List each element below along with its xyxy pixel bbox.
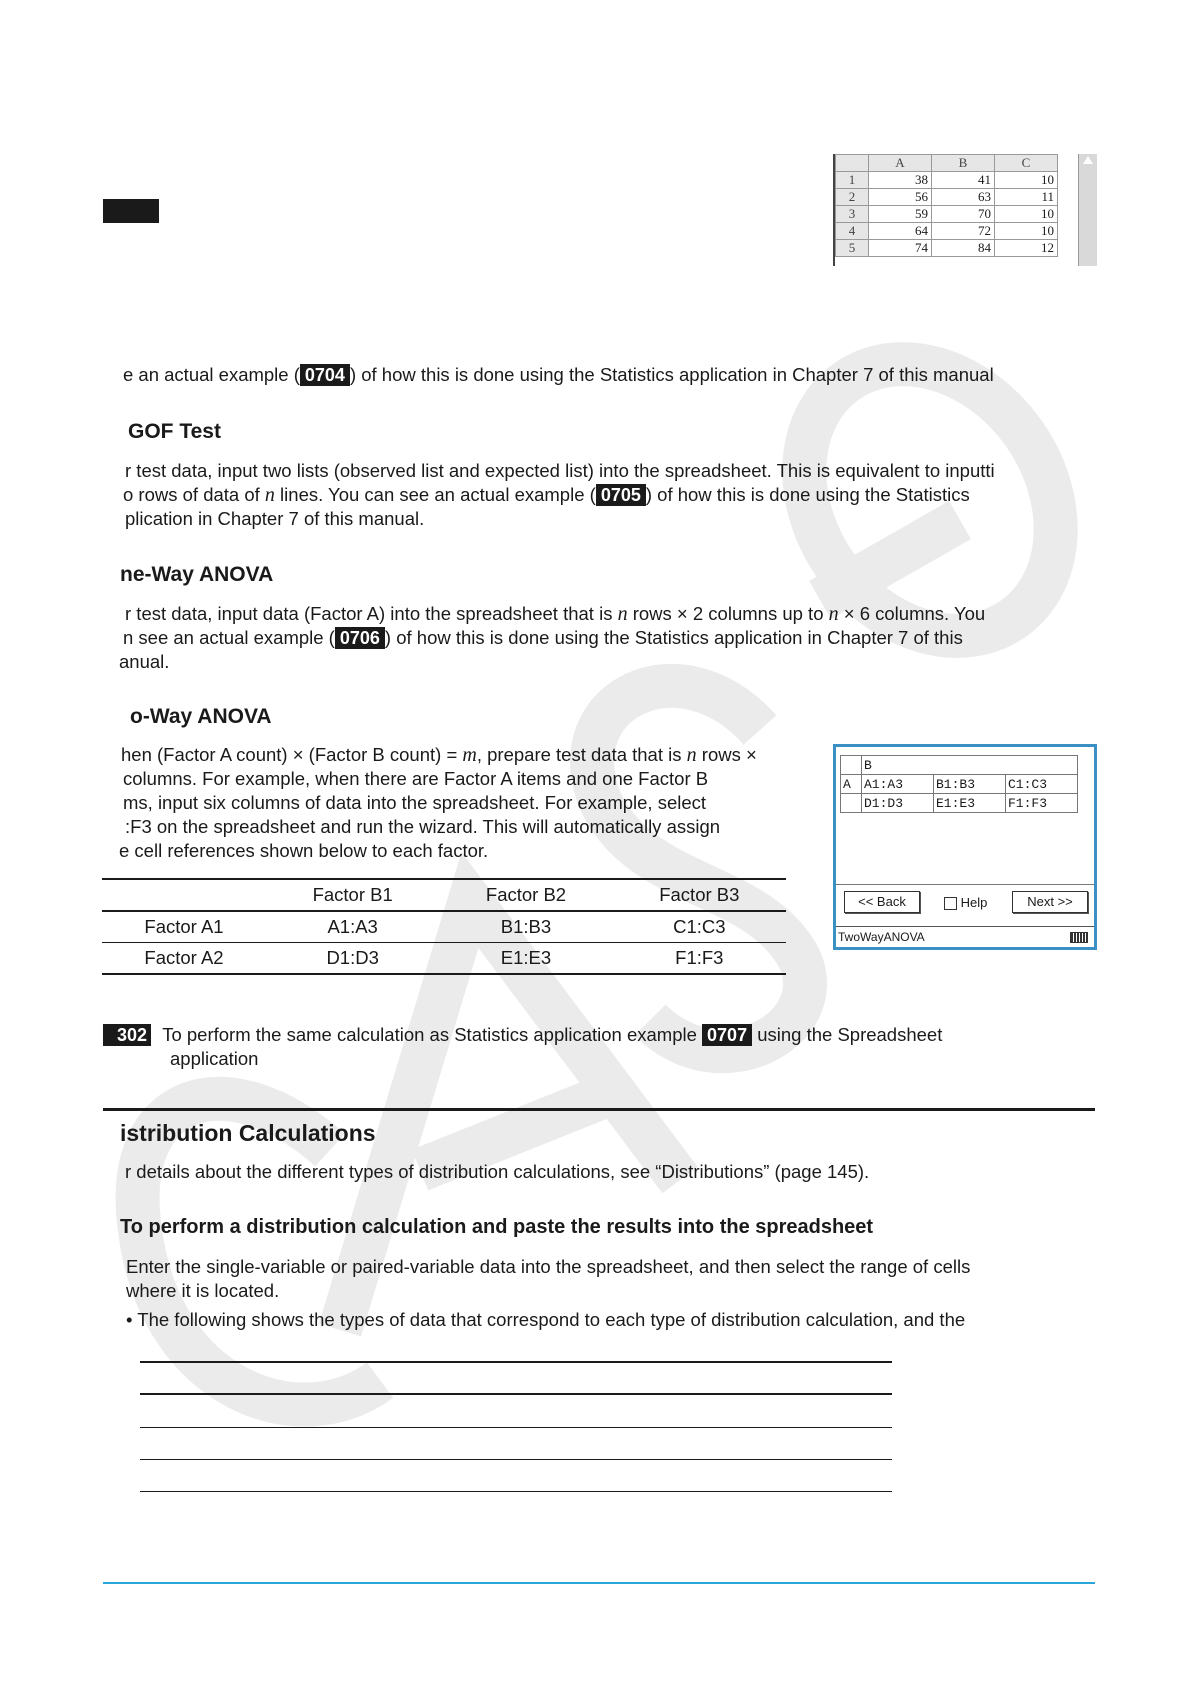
twoway-line-1: hen (Factor A count) × (Factor B count) = m, prepare test data that is n rows × — [121, 744, 757, 766]
table-header-row — [102, 879, 786, 911]
table-cell: 64 — [869, 223, 932, 240]
back-button[interactable]: << Back — [844, 891, 920, 913]
oneway-line-1: r test data, input data (Factor A) into the spreadsheet that is n rows × 2 columns up to n × 6 columns. You — [125, 603, 986, 625]
table-row: 5 74 84 12 — [836, 240, 1058, 257]
table-cell: C1:C3 — [613, 911, 786, 943]
example-0707-line: 302 To perform the same calculation as Statistics application example 0707 using the Spreadsheet — [103, 1023, 942, 1047]
example-badge-302: 302 — [103, 1024, 151, 1046]
twoway-line-4: :F3 on the spreadsheet and run the wizard. This will automatically assign — [125, 816, 721, 837]
table-cell: 74 — [869, 240, 932, 257]
table-rule — [140, 1361, 892, 1363]
wizard-cell[interactable]: A1:A3 — [862, 775, 934, 794]
example-badge-0705: 0705 — [596, 484, 646, 506]
oneway-line-2: n see an actual example ( 0706 ) of how this is done using the Statistics application in Chapter 7 of this — [123, 627, 963, 648]
table-cell: 38 — [869, 172, 932, 189]
scroll-up-icon[interactable] — [1083, 156, 1093, 164]
table-rule — [140, 1459, 892, 1460]
factor-table — [102, 878, 786, 975]
distribution-heading: istribution Calculations — [120, 1120, 376, 1146]
example-badge-0706: 0706 — [335, 627, 385, 649]
scrollbar[interactable] — [1078, 154, 1097, 266]
example-0707-line-2: application — [170, 1048, 259, 1069]
column-header: C — [995, 155, 1058, 172]
distribution-subheading: To perform a distribution calculation and paste the results into the spreadsheet — [120, 1216, 874, 1238]
wizard-cell[interactable]: D1:D3 — [862, 794, 934, 813]
table-cell: F1:F3 — [613, 943, 786, 975]
example-badge-0707: 0707 — [702, 1024, 752, 1046]
table-cell: 41 — [932, 172, 995, 189]
example-badge-0704: 0704 — [300, 364, 350, 386]
gof-line-3: plication in Chapter 7 of this manual. — [125, 508, 425, 529]
twoway-line-3: ms, input six columns of data into the spreadsheet. For example, select — [123, 792, 707, 813]
twoway-line-5: e cell references shown below to each factor. — [119, 840, 489, 861]
gof-heading: GOF Test — [128, 420, 221, 443]
example-0704-line: e an actual example ( 0704 ) of how this is done using the Statistics application in Chapter 7 of this manual — [123, 364, 994, 385]
twoway-heading: o-Way ANOVA — [130, 705, 272, 728]
column-header: B — [932, 155, 995, 172]
step1-line-1: Enter the single-variable or paired-variable data into the spreadsheet, and then select the range of cells — [126, 1256, 971, 1277]
wizard-cell[interactable]: F1:F3 — [1006, 794, 1078, 813]
oneway-heading: ne-Way ANOVA — [120, 563, 274, 586]
table-cell: 70 — [932, 206, 995, 223]
column-header: Factor B1 — [266, 879, 439, 911]
table-rule — [140, 1393, 892, 1395]
table-cell: E1:E3 — [439, 943, 612, 975]
row-header: Factor A2 — [102, 943, 266, 975]
table-cell: D1:D3 — [266, 943, 439, 975]
table-cell: 10 — [995, 172, 1058, 189]
table-row — [102, 943, 786, 975]
two-way-anova-wizard — [833, 744, 1097, 950]
table-rule — [140, 1491, 892, 1492]
checkbox-icon[interactable] — [944, 897, 957, 910]
page-tab-marker — [103, 199, 159, 223]
wizard-col-label: B — [862, 756, 1078, 775]
battery-icon — [1070, 932, 1088, 943]
column-header: Factor B3 — [613, 879, 786, 911]
spreadsheet-screenshot — [833, 154, 1097, 266]
column-header: Factor B2 — [439, 879, 612, 911]
column-header: A — [869, 155, 932, 172]
distribution-line-1: r details about the different types of distribution calculations, see “Distributions” (page 145). — [125, 1161, 870, 1182]
table-row: 1 38 41 10 — [836, 172, 1058, 189]
help-checkbox[interactable]: Help — [944, 894, 987, 912]
twoway-line-2: columns. For example, when there are Factor A items and one Factor B — [123, 768, 709, 789]
wizard-cell[interactable]: C1:C3 — [1006, 775, 1078, 794]
step1-line-2: where it is located. — [126, 1280, 280, 1301]
table-cell: 84 — [932, 240, 995, 257]
table-cell: 10 — [995, 206, 1058, 223]
next-button[interactable]: Next >> — [1012, 891, 1088, 913]
table-cell: 63 — [932, 189, 995, 206]
table-rule — [140, 1427, 892, 1428]
table-row — [102, 911, 786, 943]
table-cell: 11 — [995, 189, 1058, 206]
section-divider — [103, 1108, 1095, 1111]
table-cell: 56 — [869, 189, 932, 206]
table-cell: B1:B3 — [439, 911, 612, 943]
wizard-cell[interactable]: B1:B3 — [934, 775, 1006, 794]
table-cell: 72 — [932, 223, 995, 240]
bullet-line: • The following shows the types of data that correspond to each type of distribution calculation, and the — [126, 1309, 966, 1330]
wizard-grid — [840, 755, 1078, 813]
table-cell: A1:A3 — [266, 911, 439, 943]
table-row: 2 56 63 11 — [836, 189, 1058, 206]
oneway-line-3: anual. — [119, 651, 170, 672]
table-cell: 59 — [869, 206, 932, 223]
gof-line-2: o rows of data of n lines. You can see an actual example ( 0705 ) of how this is done using the Statistics — [123, 484, 970, 506]
footer-rule — [103, 1582, 1095, 1584]
row-header: Factor A1 — [102, 911, 266, 943]
table-cell: 10 — [995, 223, 1058, 240]
table-row: 4 64 72 10 — [836, 223, 1058, 240]
wizard-cell[interactable]: E1:E3 — [934, 794, 1006, 813]
wizard-row-label: A — [841, 775, 862, 794]
table-row: 3 59 70 10 — [836, 206, 1058, 223]
gof-line-1: r test data, input two lists (observed list and expected list) into the spreadsheet. This is equivalent to inputti — [125, 460, 995, 481]
table-cell: 12 — [995, 240, 1058, 257]
wizard-status-bar: TwoWayANOVA — [836, 926, 1094, 947]
